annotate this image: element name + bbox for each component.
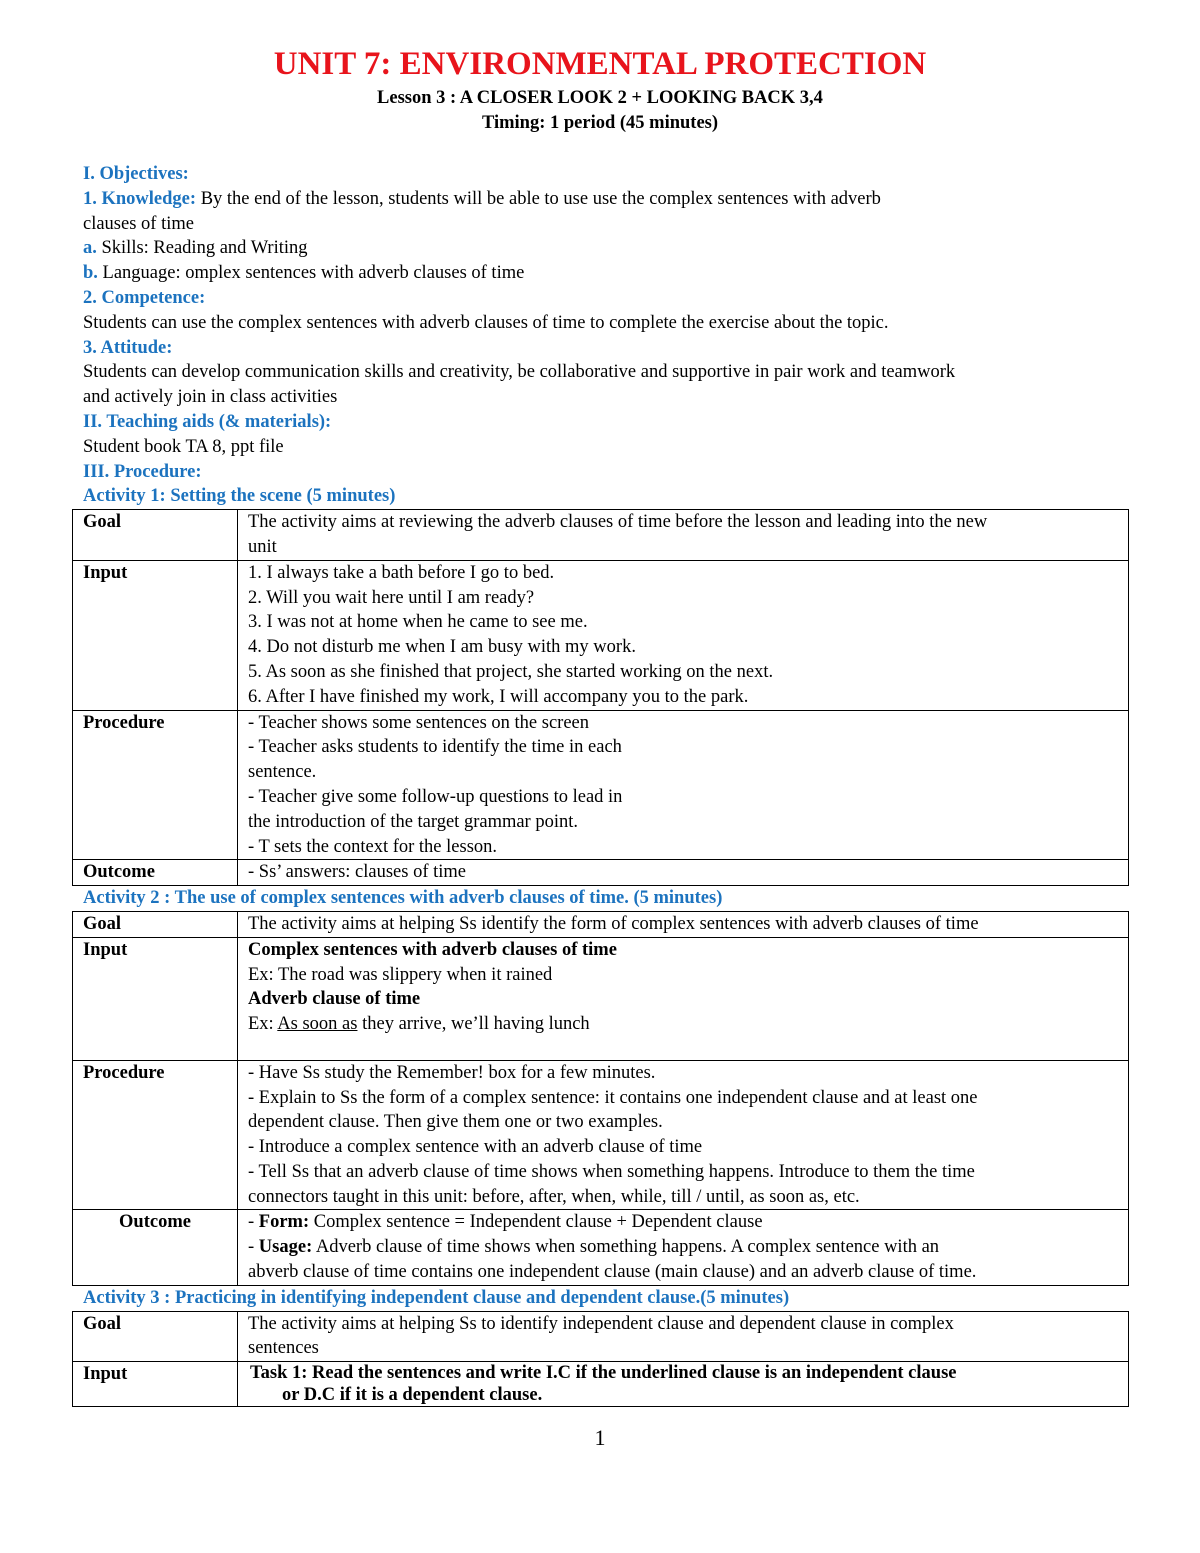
- activity2-input-label: Input: [73, 937, 238, 1060]
- activity1-procedure-label: Procedure: [73, 710, 238, 860]
- activity2-table: [72, 911, 1129, 1286]
- activity2-heading: Activity 2 : The use of complex sentences with adverb clauses of time. (5 minutes): [83, 888, 723, 909]
- skills-text: Skills: Reading and Writing: [96, 238, 308, 259]
- task-1-line-1: Task 1: Read the sentences and write I.C if the underlined clause is an independent clause: [250, 1363, 957, 1384]
- activity2-input-title-2: Adverb clause of time: [248, 989, 421, 1010]
- underlined-connector: As soon as: [277, 1014, 358, 1035]
- outcome-form-prefix: -: [248, 1212, 259, 1233]
- activity1-goal-1: The activity aims at reviewing the adverb clauses of time before the lesson and leading into the new: [248, 512, 988, 533]
- list-item: connectors taught in this unit: before, after, when, while, till / until, as soon as, etc.: [248, 1186, 860, 1207]
- knowledge-text-2: clauses of time: [83, 213, 194, 234]
- activity1-input-label: Input: [73, 560, 238, 710]
- list-item: - Have Ss study the Remember! box for a few minutes.: [248, 1062, 656, 1083]
- table-row: [73, 510, 1129, 561]
- list-item: - Teacher shows some sentences on the screen: [248, 712, 590, 733]
- activity3-goal-2: sentences: [248, 1338, 319, 1359]
- outcome-usage-prefix: -: [248, 1237, 259, 1258]
- list-item: - Teacher give some follow-up questions to lead in: [248, 786, 623, 807]
- competence-heading: 2. Competence:: [83, 287, 206, 308]
- activity3-heading: Activity 3 : Practicing in identifying independent clause and dependent clause.(5 minutes): [83, 1287, 790, 1308]
- list-item: the introduction of the target grammar point.: [248, 811, 579, 832]
- activity2-input-example-2: [248, 1012, 1118, 1037]
- activity1-heading: Activity 1: Setting the scene (5 minutes): [83, 486, 396, 507]
- list-item: - Explain to Ss the form of a complex sentence: it contains one independent clause and at least one: [248, 1087, 978, 1108]
- activity2-procedure-label: Procedure: [73, 1060, 238, 1210]
- table-row: [73, 937, 1129, 1060]
- outcome-usage-line-2: abverb clause of time contains one independent clause (main clause) and an adverb clause of time.: [248, 1262, 977, 1283]
- teaching-aids-heading: II. Teaching aids (& materials):: [83, 411, 332, 432]
- activity2-input-title-1: Complex sentences with adverb clauses of time: [248, 939, 617, 960]
- outcome-form-line: [248, 1210, 1118, 1235]
- attitude-heading: 3. Attitude:: [83, 337, 173, 358]
- activity2-procedure-cell: [238, 1060, 1129, 1210]
- example-prefix: Ex:: [248, 1014, 278, 1035]
- example-rest: they arrive, we’ll having lunch: [357, 1014, 590, 1035]
- language-text: Language: omplex sentences with adverb clauses of time: [97, 263, 525, 284]
- activity1-outcome-label: Outcome: [73, 860, 238, 886]
- list-item: 2. Will you wait here until I am ready?: [248, 587, 535, 608]
- table-row: [73, 860, 1129, 886]
- table-row: [73, 1311, 1129, 1362]
- activity2-goal-label: Goal: [73, 911, 238, 937]
- activity1-goal-cell: [238, 510, 1129, 561]
- activity1-procedure-cell: [238, 710, 1129, 860]
- list-item: dependent clause. Then give them one or two examples.: [248, 1112, 663, 1133]
- activity1-goal-2: unit: [248, 536, 277, 557]
- list-item: - T sets the context for the lesson.: [248, 836, 498, 857]
- competence-text: Students can use the complex sentences with adverb clauses of time to complete the exercise about the topic.: [83, 312, 889, 333]
- activity3-input-label: Input: [73, 1362, 238, 1407]
- outcome-usage-text: Adverb clause of time shows when something happens. A complex sentence with an: [312, 1237, 940, 1258]
- activity2-goal-text: The activity aims at helping Ss identify the form of complex sentences with adverb clauses of time: [238, 911, 1129, 937]
- outcome-usage-label: Usage:: [258, 1237, 313, 1258]
- list-item: 4. Do not disturb me when I am busy with my work.: [248, 637, 636, 658]
- procedure-heading: III. Procedure:: [83, 461, 202, 482]
- attitude-text-1: Students can develop communication skills and creativity, be collaborative and supportive in pair work and teamwork: [83, 362, 956, 383]
- activity1-input-cell: [238, 560, 1129, 710]
- activity2-outcome-cell: [238, 1210, 1129, 1285]
- objectives-heading: I. Objectives:: [83, 164, 189, 184]
- table-row: [73, 560, 1129, 710]
- task-1-line-2: or D.C if it is a dependent clause.: [282, 1385, 543, 1406]
- list-item: - Introduce a complex sentence with an adverb clause of time: [248, 1137, 703, 1158]
- outcome-usage-line: [248, 1235, 1118, 1260]
- list-item: - Teacher asks students to identify the time in each: [248, 737, 622, 758]
- activity2-input-example-1: Ex: The road was slippery when it rained: [248, 964, 553, 985]
- lesson-subtitle: Lesson 3 : A CLOSER LOOK 2 + LOOKING BACK 3,4: [377, 88, 823, 108]
- attitude-text-2: and actively join in class activities: [83, 387, 338, 408]
- activity2-outcome-label: Outcome: [73, 1210, 238, 1285]
- page-number: 1: [594, 1425, 606, 1450]
- activity1-goal-label: Goal: [73, 510, 238, 561]
- activity3-goal-cell: [238, 1311, 1129, 1362]
- outcome-form-text: Complex sentence = Independent clause + Dependent clause: [309, 1212, 763, 1233]
- activity3-goal-1: The activity aims at helping Ss to identify independent clause and dependent clause in complex: [248, 1313, 954, 1334]
- list-item: 1. I always take a bath before I go to bed.: [248, 562, 555, 583]
- table-row: [73, 1060, 1129, 1210]
- language-label: b.: [83, 263, 98, 284]
- skills-label: a.: [83, 238, 97, 259]
- activity1-table: [72, 509, 1129, 886]
- table-row: [73, 1210, 1129, 1285]
- lesson-plan-body: [83, 162, 1143, 1407]
- activity3-goal-label: Goal: [73, 1311, 238, 1362]
- knowledge-text: By the end of the lesson, students will be able to use use the complex sentences with adverb: [196, 188, 881, 209]
- knowledge-line: [83, 187, 1143, 212]
- list-item: 5. As soon as she finished that project, she started working on the next.: [248, 661, 774, 682]
- knowledge-label: 1. Knowledge:: [83, 188, 197, 209]
- skills-line: [83, 236, 1143, 261]
- language-line: [83, 261, 1143, 286]
- list-item: 3. I was not at home when he came to see me.: [248, 612, 588, 633]
- list-item: sentence.: [248, 762, 317, 783]
- activity3-task-cell: [238, 1362, 1129, 1407]
- table-row: [73, 911, 1129, 937]
- activity3-table: [72, 1311, 1129, 1408]
- activity1-outcome-text: - Ss’ answers: clauses of time: [238, 860, 1129, 886]
- table-row: [73, 1362, 1129, 1407]
- activity2-input-cell: [238, 937, 1129, 1060]
- unit-title: UNIT 7: ENVIRONMENTAL PROTECTION: [273, 46, 927, 82]
- table-row: [73, 710, 1129, 860]
- timing-subtitle: Timing: 1 period (45 minutes): [481, 113, 719, 133]
- list-item: 6. After I have finished my work, I will accompany you to the park.: [248, 686, 749, 707]
- teaching-aids-text: Student book TA 8, ppt file: [83, 436, 284, 457]
- list-item: - Tell Ss that an adverb clause of time shows when something happens. Introduce to them the time: [248, 1161, 975, 1182]
- outcome-form-label: Form:: [258, 1212, 310, 1233]
